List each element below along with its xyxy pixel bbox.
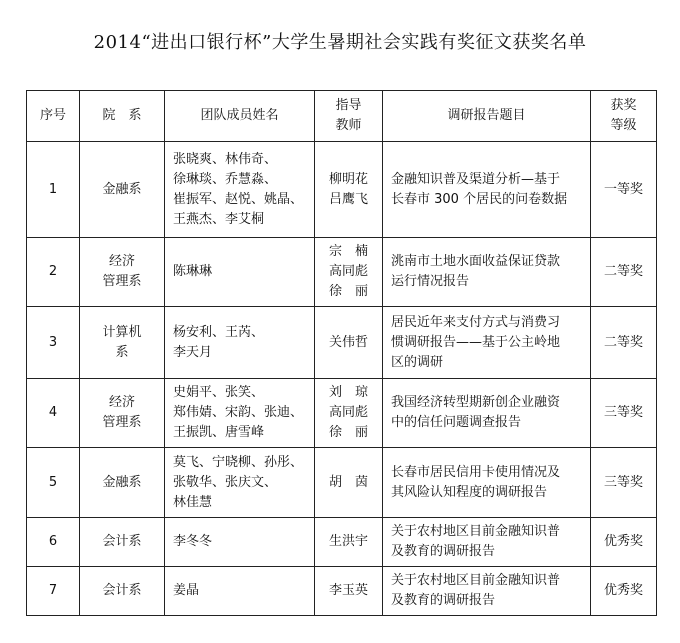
members-cell: 史娟平、张笑、 郑伟婧、宋韵、张迪、 王振凯、唐雪峰 <box>165 379 315 448</box>
prize-cell: 优秀奖 <box>591 567 657 616</box>
members-cell: 张晓爽、林伟奇、 徐琳琰、乔慧淼、 崔振军、赵悦、姚晶、 王燕杰、李艾桐 <box>165 142 315 238</box>
seq-cell: 3 <box>27 307 80 379</box>
header-tutor: 指导 教师 <box>315 91 383 142</box>
members-cell: 姜晶 <box>165 567 315 616</box>
tutor-cell: 关伟哲 <box>315 307 383 379</box>
topic-cell: 关于农村地区目前金融知识普 及教育的调研报告 <box>383 518 591 567</box>
dept-cell: 会计系 <box>80 518 165 567</box>
header-members: 团队成员姓名 <box>165 91 315 142</box>
table-header-row <box>27 91 657 142</box>
page-title: 2014“进出口银行杯”大学生暑期社会实践有奖征文获奖名单 <box>93 32 587 53</box>
topic-cell: 我国经济转型期新创企业融资 中的信任问题调查报告 <box>383 379 591 448</box>
table-row <box>27 567 657 616</box>
prize-cell: 一等奖 <box>591 142 657 238</box>
prize-cell: 二等奖 <box>591 307 657 379</box>
topic-cell: 居民近年来支付方式与消费习 惯调研报告——基于公主岭地 区的调研 <box>383 307 591 379</box>
dept-cell: 经济 管理系 <box>80 238 165 307</box>
table-row <box>27 448 657 518</box>
members-cell: 莫飞、宁晓柳、孙彤、 张敬华、张庆文、 林佳慧 <box>165 448 315 518</box>
members-cell: 杨安利、王芮、 李天月 <box>165 307 315 379</box>
dept-cell: 会计系 <box>80 567 165 616</box>
tutor-cell: 李玉英 <box>315 567 383 616</box>
header-dept: 院 系 <box>80 91 165 142</box>
prize-cell: 三等奖 <box>591 448 657 518</box>
prize-cell: 三等奖 <box>591 379 657 448</box>
topic-cell: 关于农村地区目前金融知识普 及教育的调研报告 <box>383 567 591 616</box>
tutor-cell: 宗 楠 高同彪 徐 丽 <box>315 238 383 307</box>
dept-cell: 金融系 <box>80 142 165 238</box>
members-cell: 李冬冬 <box>165 518 315 567</box>
tutor-cell: 胡 茵 <box>315 448 383 518</box>
tutor-cell: 柳明花 吕鹰飞 <box>315 142 383 238</box>
table-row <box>27 518 657 567</box>
seq-cell: 4 <box>27 379 80 448</box>
seq-cell: 7 <box>27 567 80 616</box>
header-topic: 调研报告题目 <box>383 91 591 142</box>
tutor-cell: 生洪宇 <box>315 518 383 567</box>
topic-cell: 洮南市土地水面收益保证贷款 运行情况报告 <box>383 238 591 307</box>
header-seq: 序号 <box>27 91 80 142</box>
header-prize: 获奖 等级 <box>591 91 657 142</box>
dept-cell: 金融系 <box>80 448 165 518</box>
table-row <box>27 142 657 238</box>
seq-cell: 1 <box>27 142 80 238</box>
prize-cell: 二等奖 <box>591 238 657 307</box>
topic-cell: 长春市居民信用卡使用情况及 其风险认知程度的调研报告 <box>383 448 591 518</box>
table-row <box>27 238 657 307</box>
prize-cell: 优秀奖 <box>591 518 657 567</box>
award-list-table <box>26 90 657 616</box>
topic-cell: 金融知识普及渠道分析—基于 长春市 300 个居民的问卷数据 <box>383 142 591 238</box>
members-cell: 陈琳琳 <box>165 238 315 307</box>
dept-cell: 经济 管理系 <box>80 379 165 448</box>
seq-cell: 5 <box>27 448 80 518</box>
seq-cell: 2 <box>27 238 80 307</box>
table-row <box>27 307 657 379</box>
dept-cell: 计算机 系 <box>80 307 165 379</box>
table-row <box>27 379 657 448</box>
tutor-cell: 刘 琼 高同彪 徐 丽 <box>315 379 383 448</box>
seq-cell: 6 <box>27 518 80 567</box>
